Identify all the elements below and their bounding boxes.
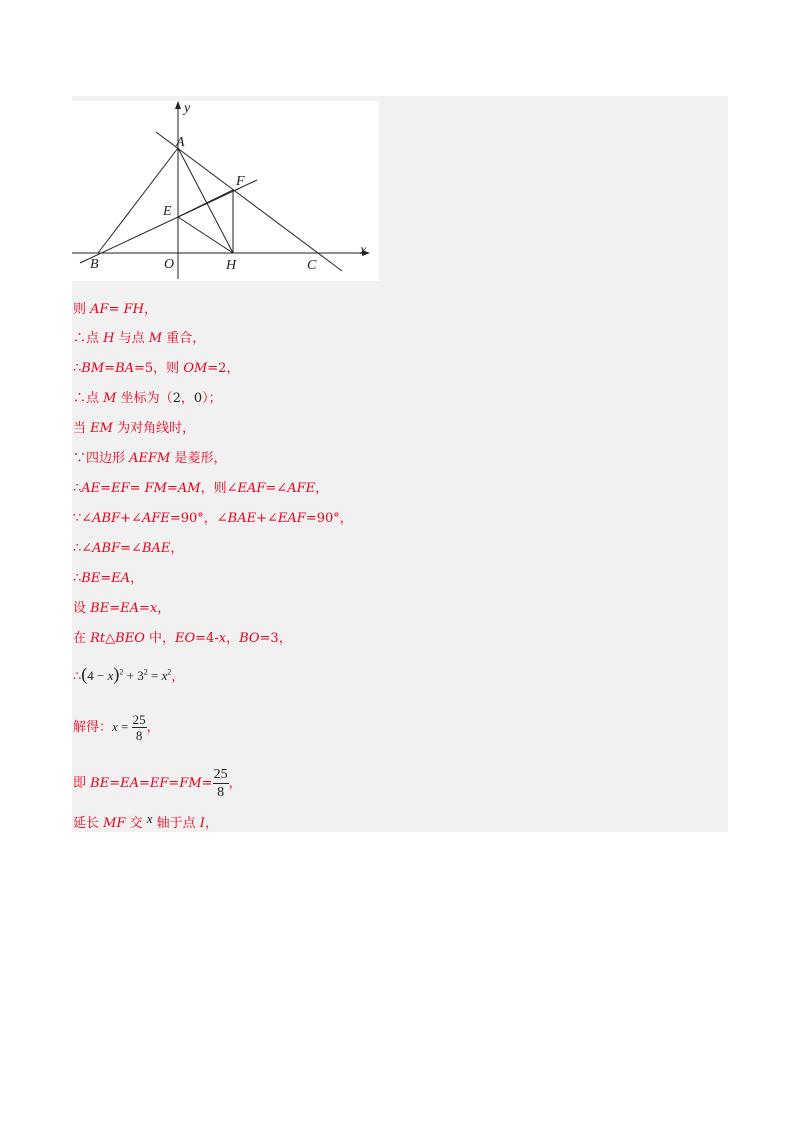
- line-4: ∴点 M 坐标为（2，0）；: [73, 391, 222, 406]
- line-eh: [178, 217, 233, 253]
- line-7: ∴AE=EF= FM=AM，则∠EAF=∠AFE，: [73, 481, 329, 496]
- line-8: ∵∠ABF+∠AFE=90°，∠BAE+∠EAF=90°，: [73, 511, 353, 526]
- line-10: ∴BE=EA，: [73, 571, 144, 586]
- label-f: F: [236, 174, 245, 189]
- label-b: B: [90, 257, 99, 272]
- line-bf: [80, 180, 257, 263]
- line-9: ∴∠ABF=∠BAE，: [73, 541, 184, 556]
- geometry-figure: [72, 101, 379, 281]
- line-13-equation: ∴(4 − $x)^2 + 3^2 = x^2$，: [73, 664, 185, 685]
- line-2: ∴点 H 与点 M 重合，: [73, 331, 206, 346]
- label-h: H: [226, 258, 237, 273]
- line-16: 延长 MF 交 x 轴于点 I，: [73, 811, 218, 831]
- label-y: y: [184, 101, 191, 116]
- line-6: ∵四边形 AEFM 是菱形，: [73, 451, 227, 466]
- line-3: ∴BM=BA=5，则 OM=2，: [73, 361, 240, 376]
- label-c: C: [307, 258, 317, 273]
- line-15: 即 BE=EA=EF=FM= $\frac{25}{8}$ ，: [73, 767, 242, 800]
- line-ac: [156, 132, 342, 271]
- line-ef: [178, 190, 233, 217]
- fraction-25-8: $\frac{25}{8}$: [132, 712, 146, 743]
- label-x: x: [360, 243, 367, 258]
- label-e: E: [163, 204, 172, 219]
- line-14-solution: 解得：x = $\frac{25}{8}$ ，: [73, 712, 160, 743]
- line-5: 当 EM 为对角线时，: [73, 421, 196, 436]
- label-a: A: [176, 135, 185, 150]
- fraction-25-8-large: $\frac{25}{8}$: [213, 767, 228, 800]
- y-arrow: [175, 101, 181, 109]
- line-ab: [98, 148, 178, 253]
- line-ah: [178, 148, 233, 253]
- line-11: 设 BE=EA=x，: [73, 601, 171, 616]
- line-12: 在 Rt△BEO 中，EO=4-x，BO=3，: [73, 631, 292, 646]
- label-o: O: [164, 257, 175, 272]
- line-1: 则 AF= FH，: [73, 302, 157, 317]
